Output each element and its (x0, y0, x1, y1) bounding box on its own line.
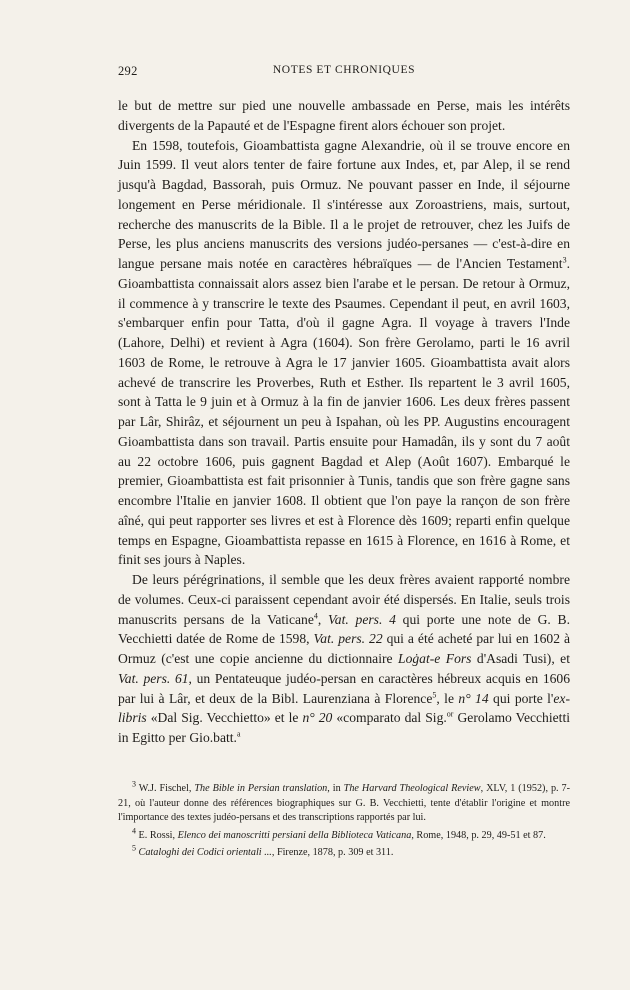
text-run: , (317, 611, 329, 627)
paragraph (118, 570, 570, 748)
italic-text: Elenco dei manoscritti persiani della Biblioteca Vaticana (177, 829, 412, 841)
italic-text: n° 20 (302, 710, 333, 726)
italic-text: The Harvard Theological Review (343, 783, 481, 794)
running-title: NOTES ET CHRONIQUES (272, 64, 416, 76)
text-run: , in (327, 783, 344, 794)
text-run: , le (436, 690, 459, 706)
note-marker: 5 (432, 689, 437, 699)
page-number: 292 (118, 64, 138, 78)
text-run: , XLV, 1 (1952), p. 7-21, où l'auteur donne des références biographiques sur G. B. Vecchietti, tente d'établir l'origine et montre l'importance des textes judéo-persans et des transcriptions rapportés par lui. (118, 783, 571, 824)
text-run: , Firenze, 1878, p. 309 et 311. (271, 847, 394, 859)
italic-text: The Bible in Persian translation (194, 783, 328, 794)
text-run: le but de mettre sur pied une nouvelle ambassade en Perse, mais les intérêts divergents de la Papauté et de l'Espagne firent alors échouer son projet. (118, 98, 570, 133)
note-marker: a (236, 729, 241, 739)
body-text (118, 96, 570, 748)
footnotes (118, 779, 571, 864)
paragraph (118, 96, 570, 136)
italic-text: Vat. pers. 61 (118, 670, 189, 686)
italic-text: Loġat-e Fors (398, 651, 472, 666)
footnote (118, 779, 571, 826)
footnote (118, 826, 570, 844)
note-marker: 4 (313, 610, 318, 620)
text-run: . Gioambattista connaissait alors assez bien l'arabe et le persan. De retour à Ormuz, il commence à y transcrire le texte des Psaumes. Cependant il peut, en avril 1603, s'embarquer enfin pour Tatta, d'où il gagne Agra. Il voyage à travers l'Inde (Lahore, Delhi) et revient à Agra (1604). Son frère Gerolamo, parti le 16 avril 1603 de Rome, le retrouve à Agra le 17 janvier 1605. Gioambattista avait alors achevé de transcrire les Proverbes, Ruth et Esther. Ils repartent le 3 avril 1605, sont à Tatta le 9 juin et à Ormuz à la fin de janvier 1606. Les deux frères passent par Lâr, Shirâz, et séjournent un peu à Ispahan, où les PP. Augustins encouragent Gioambattista dans son travail. Partis ensuite pour Hamadân, ils y sont du 7 août au 22 octobre 1606, puis gagnent Bagdad et Alep (Août 1607). Embarqué le premier, Gioambattista est fait prisonnier à Tunis, tandis que son frère gagne sans encombre l'Italie en janvier 1608. Il obtient que l'on paye la rançon de son frère aîné, qui peut rapporter ses livres et est à Florence dès 1609; reparti enfin quelque temps en Espagne, Gioambattista repasse en 1615 à Florence, en 1616 à Rome, et finit ses jours à Naples. (118, 256, 570, 568)
text-run: De leurs pérégrinations, il semble que les deux frères avaient rapporté nombre de volumes. Ceux-ci paraissent cependant avoir été dispersés. En Italie, seuls trois manuscrits persans de la Vaticane (118, 572, 570, 627)
text-run: «Dal Sig. Vecchietto» et le (146, 710, 303, 726)
text-run: W.J. Fischel, (136, 783, 195, 794)
note-marker: 4 (132, 826, 136, 836)
italic-text: ex-libris (118, 690, 570, 726)
text-run: qui porte une note de G. B. Vecchietti datée de Rome de 1598, (118, 611, 571, 647)
text-run: , un Pentateuque judéo-persan en caractères hébreux acquis en 1606 par lui à Lâr, et deux de la Bibl. Laurenziana à Florence (118, 670, 571, 706)
text-run: , Rome, 1948, p. 29, 49-51 et 87. (411, 829, 546, 841)
italic-text: n° 14 (458, 690, 489, 706)
text-run: qui porte l' (488, 690, 554, 706)
note-marker: 3 (132, 779, 136, 789)
italic-text: Cataloghi dei Codici orientali ... (138, 847, 272, 859)
text-run: qui a été acheté par lui en 1602 à Ormuz (c'est une copie ancienne du dictionnaire (118, 631, 570, 666)
text-run: «comparato dal Sig. (332, 710, 447, 726)
text-run: En 1598, toutefois, Gioambattista gagne Alexandrie, où il se trouve encore en Juin 1599. Il veut alors tenter de faire fortune aux Indes, et, par Alep, il se rend jusqu'à Bagdad, Bassorah, puis Ormuz. Ne pouvant passer en Inde, il séjourne longement en Perse méridionale. Il s'intéresse aux Zoroastriens, mais, surtout, recherche des manuscrits de la Bible. Il a le projet de retrouver, chez les Juifs de Perse, les plus anciens manuscrits des versions judéo-persanes — c'est-à-dire en langue persane mais notée en caractères hébraïques — de l'Ancien Testament (118, 137, 570, 271)
text-run: Gerolamo Vecchietti in Egitto per Gio.batt. (118, 710, 570, 745)
italic-text: Vat. pers. 22 (313, 631, 383, 647)
italic-text: Vat. pers. 4 (328, 611, 396, 627)
note-marker: 5 (132, 843, 136, 853)
page-header (118, 64, 570, 84)
text-run: E. Rossi, (136, 829, 178, 841)
footnote (118, 843, 570, 861)
text-run: d'Asadi Tusi), et (471, 651, 570, 666)
note-marker: 3 (562, 255, 567, 265)
note-marker: or (446, 709, 454, 719)
paragraph (118, 136, 570, 571)
